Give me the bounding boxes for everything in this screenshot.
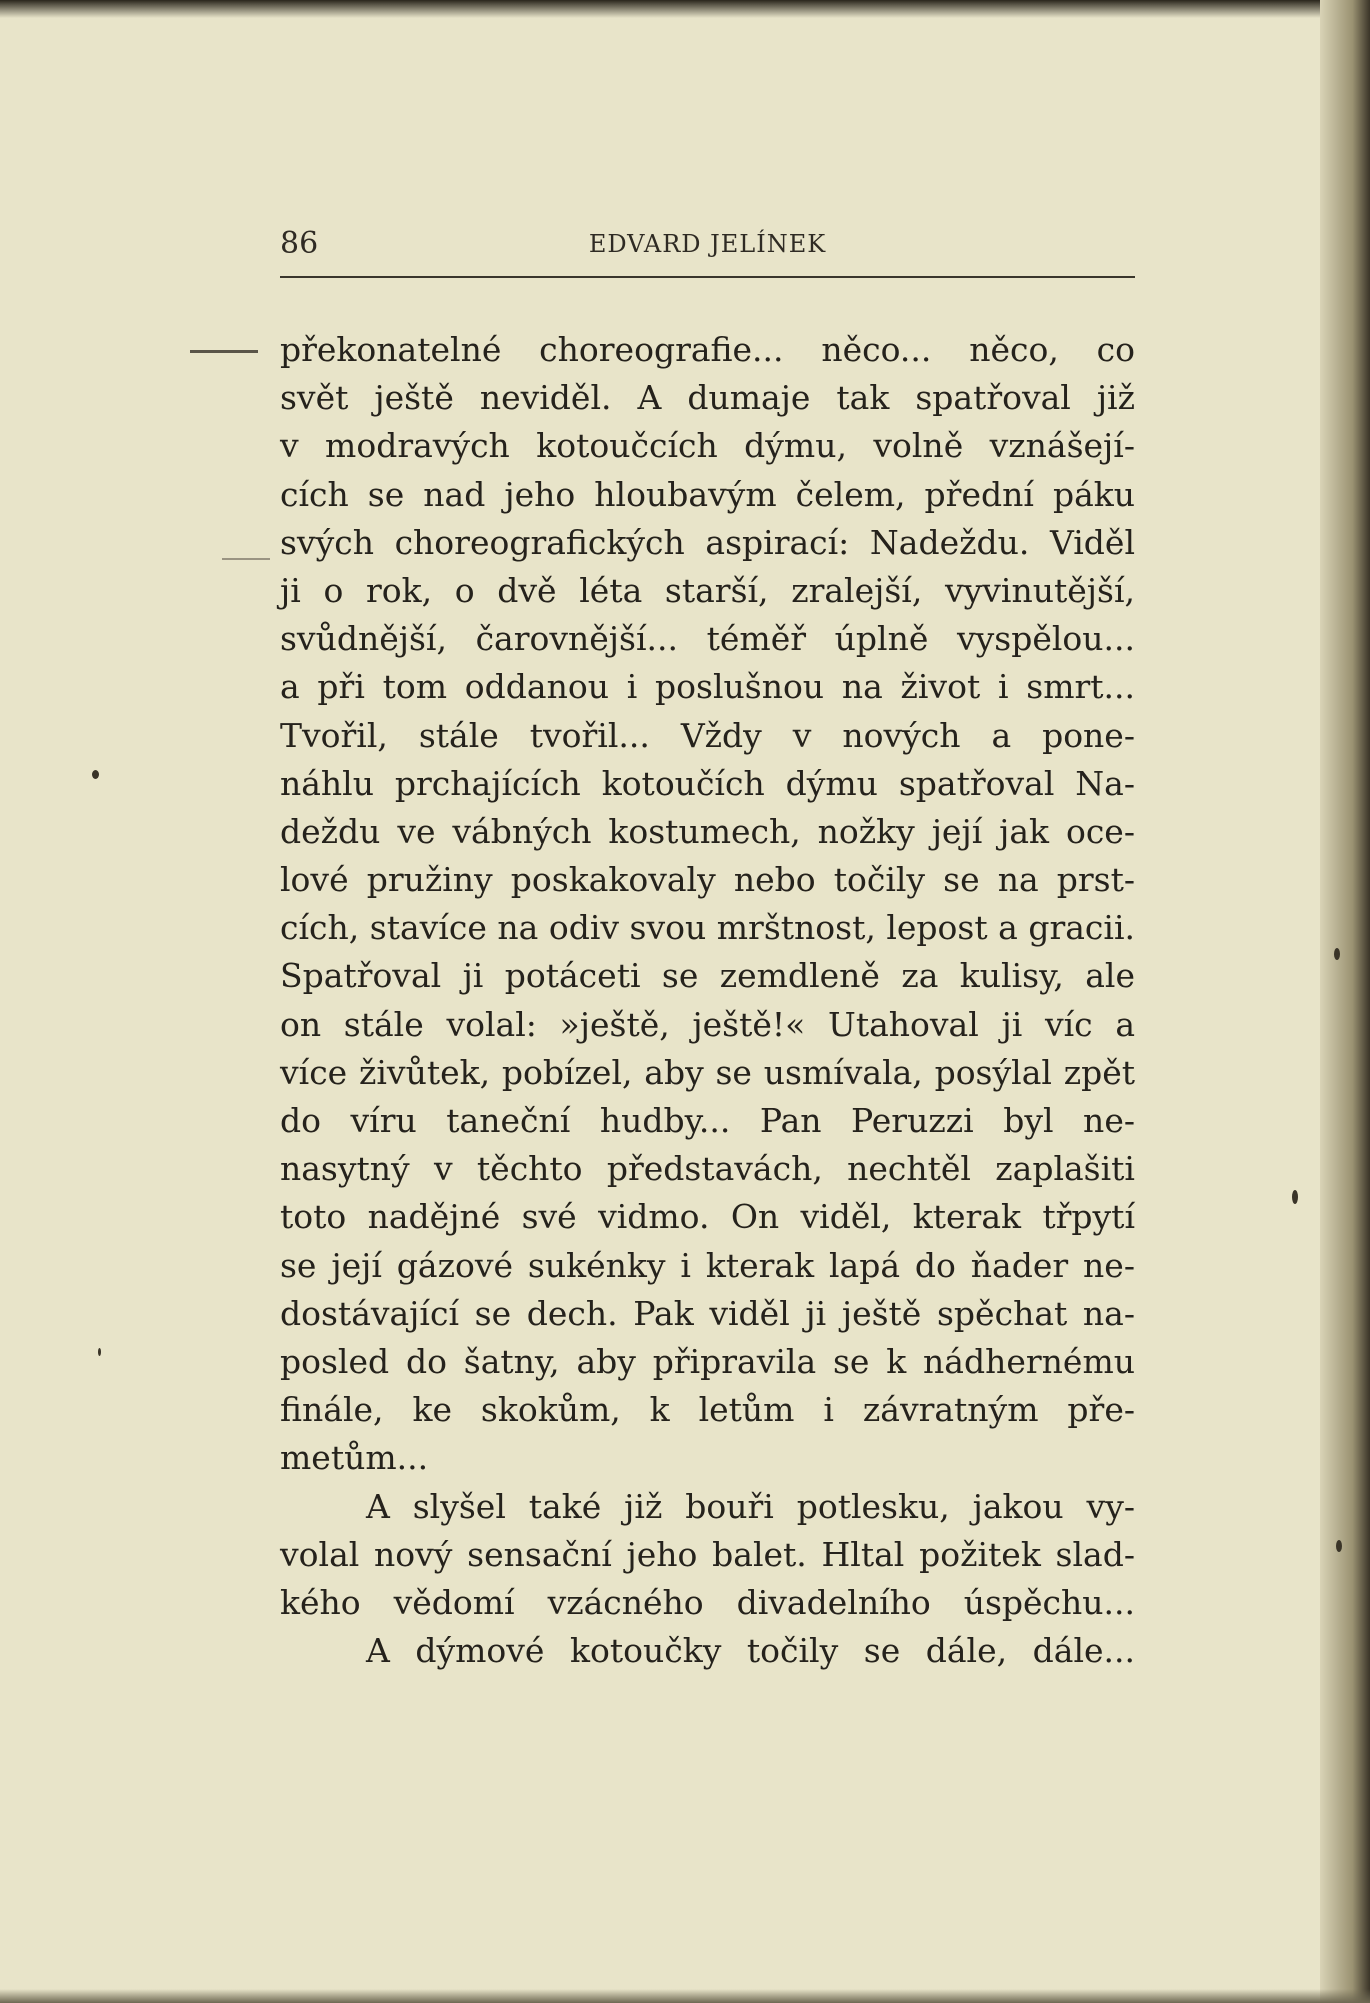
text-line: náhlu prchajících kotoučích dýmu spatřoval Na- bbox=[280, 763, 1135, 803]
text-line: lové pružiny poskakovaly nebo točily se na prst- bbox=[280, 860, 1135, 900]
text-line: kého vědomí vzácného divadelního úspěchu... bbox=[280, 1582, 1135, 1622]
text-line: svých choreografických aspirací: Nadeždu. Viděl bbox=[280, 522, 1135, 562]
text-line: A dýmové kotoučky točily se dále, dále... bbox=[366, 1631, 1135, 1671]
text-line: A slyšel také již bouři potlesku, jakou vy- bbox=[366, 1486, 1135, 1526]
text-line: v modravých kotoučcích dýmu, volně vznášejí- bbox=[280, 426, 1135, 466]
text-line: on stále volal: »ještě, ještě!« Utahoval ji víc a bbox=[280, 1004, 1135, 1044]
body-text bbox=[280, 326, 1135, 1675]
text-line: cích, stavíce na odiv svou mrštnost, lepost a gracii. bbox=[280, 908, 1135, 948]
text-line: toto nadějné své vidmo. On viděl, kterak třpytí bbox=[280, 1197, 1135, 1237]
paper-speck bbox=[1292, 1190, 1298, 1204]
paper-speck bbox=[98, 1348, 101, 1356]
text-line: metům... bbox=[280, 1438, 429, 1478]
text-line: do víru taneční hudby... Pan Peruzzi byl ne- bbox=[280, 1101, 1135, 1140]
text-line: volal nový sensační jeho balet. Hltal požitek slad- bbox=[280, 1534, 1135, 1574]
text-line: více živůtek, pobízel, aby se usmívala, posýlal zpět bbox=[280, 1052, 1135, 1092]
text-line: cích se nad jeho hloubavým čelem, přední páku bbox=[280, 474, 1135, 514]
text-line: posled do šatny, aby připravila se k nádhernému bbox=[280, 1341, 1135, 1381]
paper-speck bbox=[92, 770, 99, 779]
book-spine-edge bbox=[1320, 0, 1370, 2003]
page-number: 86 bbox=[280, 226, 319, 261]
bottom-edge-shadow bbox=[0, 1989, 1370, 2003]
margin-pencil-mark bbox=[190, 350, 258, 353]
text-line: finále, ke skokům, k letům i závratným pře- bbox=[280, 1390, 1135, 1430]
paper-speck bbox=[1336, 1540, 1342, 1552]
page-header bbox=[280, 222, 1135, 272]
text-line: nasytný v těchto představách, nechtěl zaplašiti bbox=[280, 1149, 1135, 1189]
text-line: deždu ve vábných kostumech, nožky její jak oce- bbox=[280, 811, 1135, 851]
running-head: EDVARD JELÍNEK bbox=[588, 230, 827, 258]
header-rule bbox=[280, 276, 1135, 278]
text-line: svět ještě neviděl. A dumaje tak spatřoval již bbox=[280, 378, 1135, 418]
margin-pencil-mark-faint bbox=[222, 558, 270, 560]
text-line: Tvořil, stále tvořil... Vždy v nových a pone- bbox=[280, 715, 1135, 755]
paper-speck bbox=[1334, 948, 1340, 960]
text-line: dostávající se dech. Pak viděl ji ještě spěchat na- bbox=[280, 1293, 1135, 1333]
top-edge-shadow bbox=[0, 0, 1370, 18]
text-line: svůdnější, čarovnější... téměř úplně vyspělou... bbox=[280, 619, 1135, 659]
text-line: se její gázové sukénky i kterak lapá do ňader ne- bbox=[280, 1245, 1135, 1285]
text-line: ji o rok, o dvě léta starší, zralejší, vyvinutější, bbox=[280, 570, 1135, 610]
text-line: Spatřoval ji potáceti se zemdleně za kulisy, ale bbox=[280, 956, 1135, 996]
text-line: a při tom oddanou i poslušnou na život i smrt... bbox=[280, 667, 1135, 707]
text-line: překonatelné choreografie... něco... něco, co bbox=[280, 330, 1135, 369]
